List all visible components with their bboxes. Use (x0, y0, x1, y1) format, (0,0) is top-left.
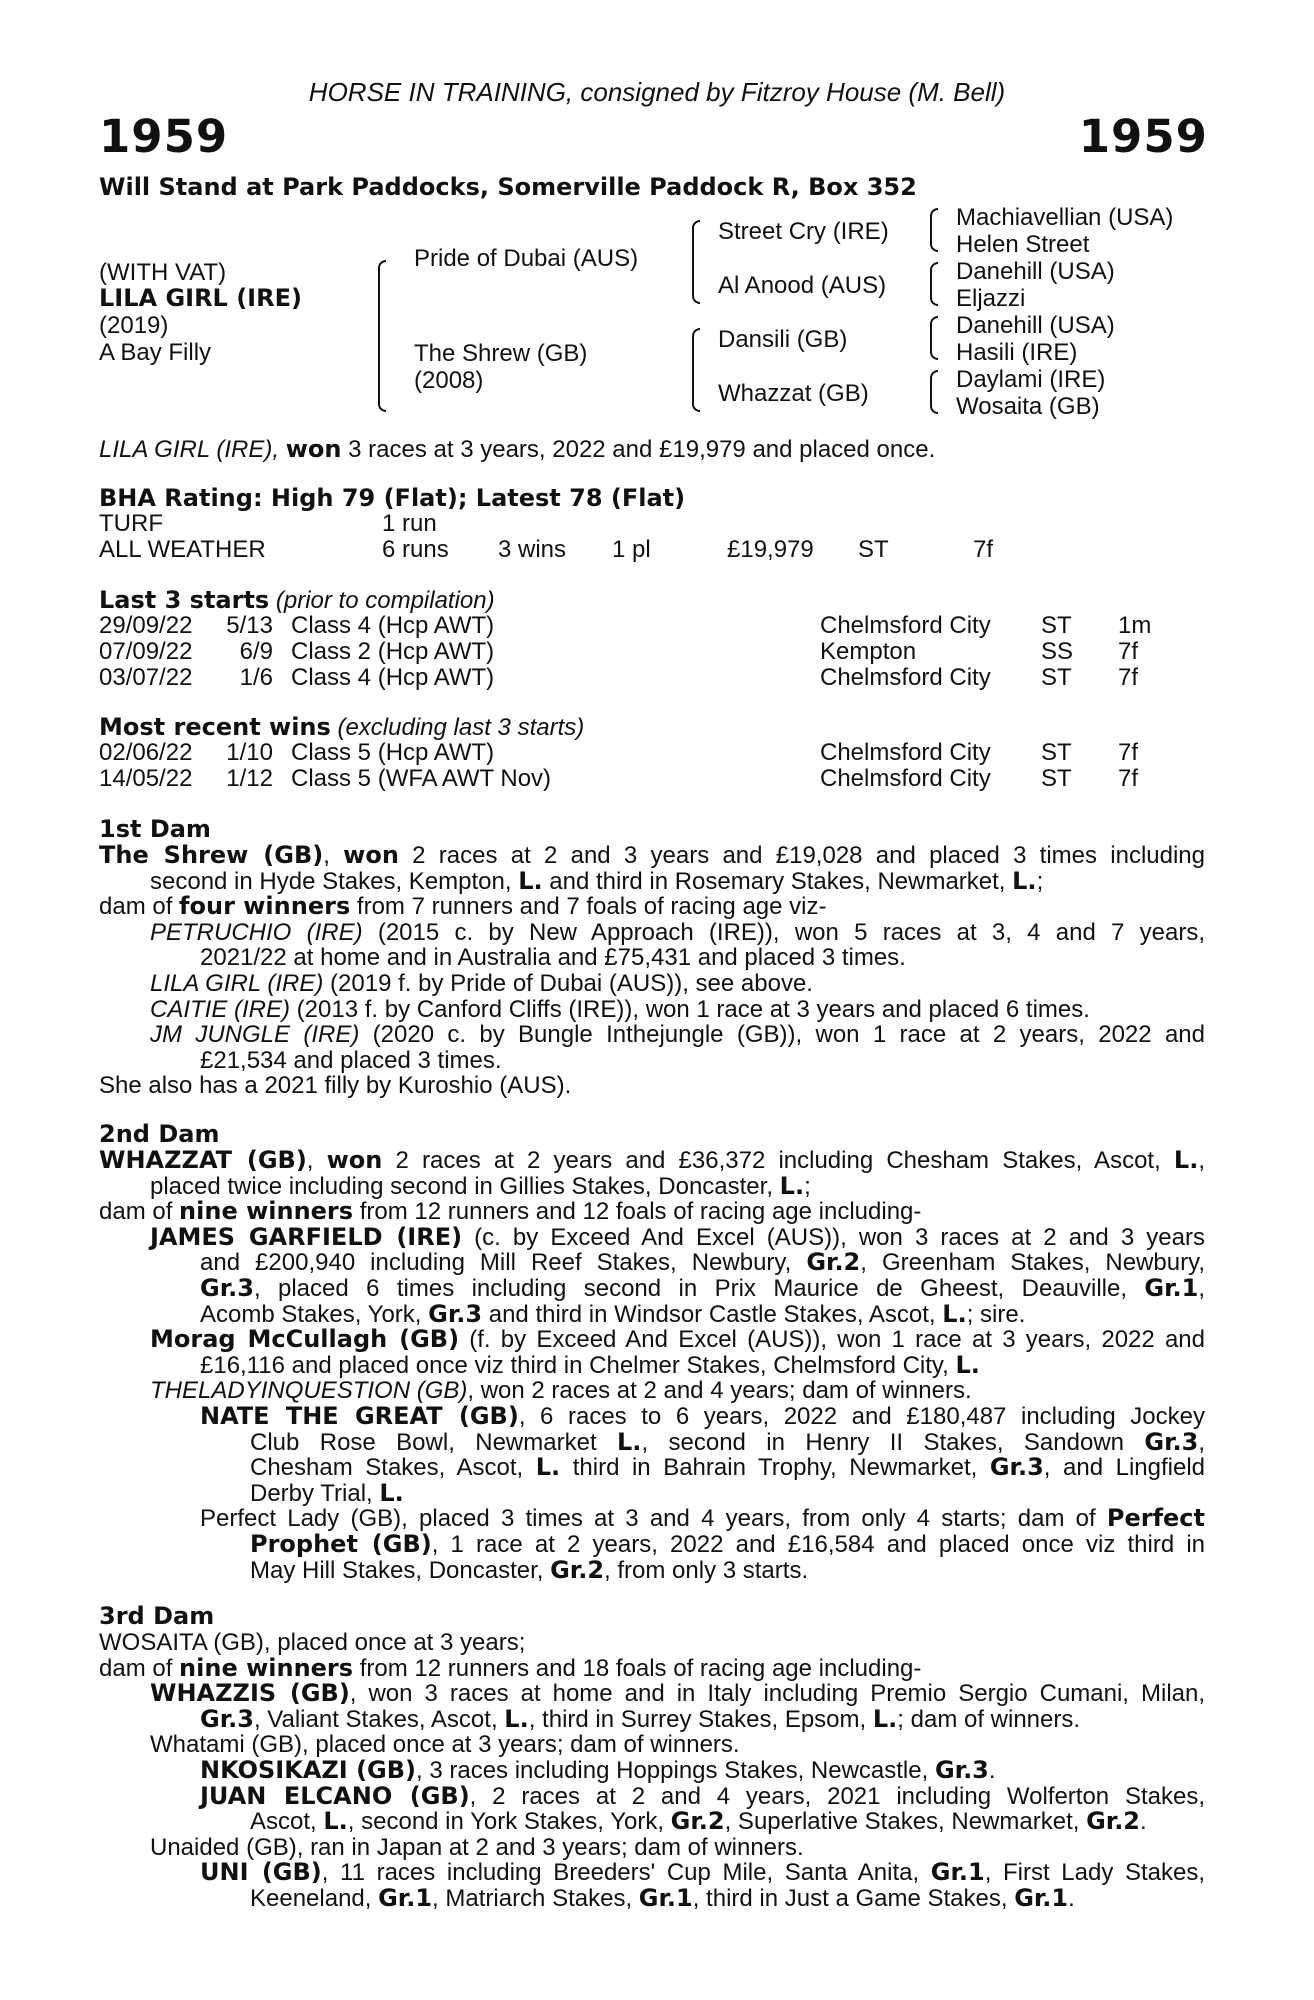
lot-number-left: 1959 (99, 110, 229, 163)
sire: Pride of Dubai (AUS) (414, 245, 639, 272)
rating-surface: TURF (99, 510, 163, 537)
pedigree-line: LILA GIRL (IRE) (2019 f. by Pride of Dubai (AUS)), see above. (150, 969, 813, 997)
pedigree-line: £16,116 and placed once viz third in Chelmer Stakes, Chelmsford City, L. (200, 1350, 980, 1379)
race-race: Class 5 (Hcp AWT) (291, 739, 495, 766)
race-dist: 7f (1118, 664, 1139, 691)
dam-dam-dam: Wosaita (GB) (956, 393, 1100, 420)
pedigree-line: Gr.3, placed 6 times including second in Prix Maurice de Gheest, Deauville, Gr.1, (200, 1273, 1205, 1302)
pedigree-line: May Hill Stakes, Doncaster, Gr.2, from only 3 starts. (250, 1555, 809, 1584)
last-starts-title: Last 3 starts (99, 586, 270, 614)
horse-name: LILA GIRL (IRE) (99, 284, 302, 312)
ds-brace (930, 316, 938, 360)
rating-pl: 1 pl (612, 536, 651, 563)
pedigree-line: JAMES GARFIELD (IRE) (c. by Exceed And Excel (AUS)), won 3 races at 2 and 3 years (150, 1222, 1205, 1251)
dam-sire-dam: Hasili (IRE) (956, 339, 1078, 366)
pedigree-line: Club Rose Bowl, Newmarket L., second in Henry II Stakes, Sandown Gr.3, (250, 1427, 1206, 1456)
horse-year: (2019) (99, 312, 169, 339)
rating-surface: ALL WEATHER (99, 536, 266, 563)
sire-line-brace (692, 220, 700, 304)
dam-sire: Dansili (GB) (718, 326, 848, 353)
lot-number-right: 1959 (1078, 110, 1208, 163)
sire-sire: Street Cry (IRE) (718, 218, 889, 245)
race-pos: 1/6 (239, 664, 273, 691)
sire-dam-dam: Eljazzi (956, 285, 1026, 312)
pedigree-line: WOSAITA (GB), placed once at 3 years; (99, 1629, 526, 1656)
pedigree-line: Unaided (GB), ran in Japan at 2 and 3 years; dam of winners. (150, 1833, 804, 1861)
dam-year: (2008) (414, 367, 484, 394)
last-starts-note: (prior to compilation) (275, 587, 495, 614)
race-course: Chelmsford City (820, 739, 991, 766)
pedigree-line: dam of nine winners from 12 runners and 12 foals of racing age including- (99, 1197, 922, 1226)
third-dam-heading: 3rd Dam (99, 1602, 215, 1630)
pedigree-line: Prophet (GB), 1 race at 2 years, 2022 and £16,584 and placed once viz third in (250, 1529, 1205, 1558)
pedigree-line: WHAZZAT (GB), won 2 races at 2 years and £36,372 including Chesham Stakes, Ascot, L., (99, 1146, 1205, 1174)
summary-won: won (285, 435, 342, 463)
bha-rating-heading: BHA Rating: High 79 (Flat); Latest 78 (Flat) (99, 484, 686, 512)
rating-going: ST (858, 536, 889, 563)
horse-description: A Bay Filly (99, 339, 212, 366)
race-course: Chelmsford City (820, 664, 991, 691)
second-dam-heading: 2nd Dam (99, 1120, 220, 1148)
pedigree-line: The Shrew (GB), won 2 races at 2 and 3 years and £19,028 and placed 3 times including (99, 841, 1206, 869)
pedigree-line: JM JUNGLE (IRE) (2020 c. by Bungle Inthejungle (GB)), won 1 race at 2 years, 2022 and (150, 1021, 1205, 1049)
pedigree-line: Chesham Stakes, Ascot, L. third in Bahrain Trophy, Newmarket, Gr.3, and Lingfield (250, 1453, 1206, 1482)
pedigree-brace (378, 260, 386, 412)
race-going: ST (1041, 739, 1072, 766)
pedigree-line: NKOSIKAZI (GB), 3 races including Hoppings Stakes, Newcastle, Gr.3. (200, 1755, 996, 1784)
race-dist: 7f (1118, 765, 1139, 792)
race-dist: 1m (1118, 612, 1152, 639)
race-race: Class 5 (WFA AWT Nov) (291, 765, 552, 792)
pedigree-line: CAITIE (IRE) (2013 f. by Canford Cliffs (IRE)), won 1 race at 3 years and placed 6 times. (150, 995, 1090, 1023)
pedigree-line: THELADYINQUESTION (GB), won 2 races at 2 and 4 years; dam of winners. (150, 1377, 972, 1405)
pedigree-line: Keeneland, Gr.1, Matriarch Stakes, Gr.1, third in Just a Game Stakes, Gr.1. (250, 1883, 1075, 1912)
first-dam-heading: 1st Dam (99, 815, 211, 843)
recent-wins-heading (99, 715, 584, 741)
sire-dam-sire: Danehill (USA) (956, 258, 1115, 285)
race-race: Class 2 (Hcp AWT) (291, 638, 495, 665)
race-date: 03/07/22 (99, 664, 193, 691)
race-date: 14/05/22 (99, 765, 193, 792)
second-dam-text (99, 1148, 1205, 1583)
rating-prize: £19,979 (727, 536, 814, 563)
race-going: ST (1041, 765, 1072, 792)
pedigree-line: 2021/22 at home and in Australia and £75,431 and placed 3 times. (200, 944, 906, 972)
race-race: Class 4 (Hcp AWT) (291, 612, 495, 639)
pedigree-line: Ascot, L., second in York Stakes, York, Gr.2, Superlative Stakes, Newmarket, Gr.2. (250, 1807, 1147, 1836)
race-dist: 7f (1118, 638, 1139, 665)
pedigree-line: Gr.3, Valiant Stakes, Ascot, L., third in Surrey Stakes, Epsom, L.; dam of winners. (200, 1704, 1081, 1733)
race-race: Class 4 (Hcp AWT) (291, 664, 495, 691)
race-pos: 6/9 (239, 638, 273, 665)
dd-brace (930, 370, 938, 414)
dam-sire-sire: Danehill (USA) (956, 312, 1115, 339)
race-going: SS (1041, 638, 1074, 665)
vat-status: (WITH VAT) (99, 259, 227, 286)
sire-dam: Al Anood (AUS) (718, 272, 887, 299)
recent-wins-note: (excluding last 3 starts) (337, 714, 585, 741)
summary-text: 3 races at 3 years, 2022 and £19,979 and placed once. (348, 436, 936, 463)
pedigree-line: Whatami (GB), placed once at 3 years; dam of winners. (150, 1731, 740, 1759)
pedigree-line: She also has a 2021 filly by Kuroshio (AUS). (99, 1072, 572, 1100)
pedigree-line: NATE THE GREAT (GB), 6 races to 6 years, 2022 and £180,487 including Jockey (200, 1401, 1205, 1430)
race-pos: 1/10 (226, 739, 273, 766)
stand-location: Will Stand at Park Paddocks, Somerville Paddock R, Box 352 (99, 173, 917, 201)
dam: The Shrew (GB) (414, 340, 588, 367)
pedigree-line: dam of nine winners from 12 runners and 18 foals of racing age including- (99, 1653, 922, 1682)
pedigree-line: Perfect Lady (GB), placed 3 times at 3 and 4 years, from only 4 starts; dam of Perfect (200, 1504, 1205, 1533)
race-pos: 5/13 (226, 612, 273, 639)
pedigree-line: second in Hyde Stakes, Kempton, L. and third in Rosemary Stakes, Newmarket, L.; (150, 866, 1044, 895)
pedigree-line: UNI (GB), 11 races including Breeders' Cup Mile, Santa Anita, Gr.1, First Lady Stakes, (200, 1858, 1206, 1887)
race-date: 29/09/22 (99, 612, 193, 639)
ss-brace (930, 208, 938, 252)
race-course: Chelmsford City (820, 612, 991, 639)
recent-wins-title: Most recent wins (99, 713, 331, 741)
dam-dam: Whazzat (GB) (718, 380, 869, 407)
summary-horse-name: LILA GIRL (IRE), (99, 436, 280, 463)
dam-dam-sire: Daylami (IRE) (956, 366, 1106, 393)
first-dam-text (99, 843, 1205, 1099)
race-date: 02/06/22 (99, 739, 193, 766)
rating-runs: 1 run (382, 510, 437, 537)
last-starts-heading (99, 588, 495, 614)
race-course: Chelmsford City (820, 765, 991, 792)
pedigree-line: PETRUCHIO (IRE) (2015 c. by New Approach (IRE)), won 5 races at 3, 4 and 7 years, (150, 918, 1206, 946)
race-going: ST (1041, 664, 1072, 691)
race-summary (99, 437, 935, 463)
sd-brace (930, 262, 938, 306)
rating-dist: 7f (973, 536, 994, 563)
pedigree-line: WHAZZIS (GB), won 3 races at home and in Italy including Premio Sergio Cumani, Milan, (150, 1679, 1206, 1708)
pedigree-line: £21,534 and placed 3 times. (200, 1046, 502, 1074)
pedigree-line: placed twice including second in Gillies Stakes, Doncaster, L.; (150, 1171, 811, 1200)
dam-line-brace (692, 328, 700, 412)
catalogue-header: HORSE IN TRAINING, consigned by Fitzroy House (M. Bell) (308, 77, 1006, 107)
race-course: Kempton (820, 638, 917, 665)
sire-sire-sire: Machiavellian (USA) (956, 204, 1174, 231)
race-date: 07/09/22 (99, 638, 193, 665)
rating-runs: 6 runs (382, 536, 449, 563)
pedigree-line: dam of four winners from 7 runners and 7 foals of racing age viz- (99, 892, 827, 921)
rating-wins: 3 wins (498, 536, 567, 563)
sire-sire-dam: Helen Street (956, 231, 1090, 258)
race-going: ST (1041, 612, 1072, 639)
pedigree-line: Acomb Stakes, York, Gr.3 and third in Windsor Castle Stakes, Ascot, L.; sire. (200, 1299, 1026, 1328)
race-dist: 7f (1118, 739, 1139, 766)
pedigree-line: JUAN ELCANO (GB), 2 races at 2 and 4 years, 2021 including Wolferton Stakes, (200, 1781, 1206, 1810)
pedigree-line: Derby Trial, L. (250, 1478, 404, 1507)
third-dam-text (99, 1630, 1205, 1912)
race-pos: 1/12 (226, 765, 273, 792)
pedigree-line: and £200,940 including Mill Reef Stakes, Newbury, Gr.2, Greenham Stakes, Newbury, (200, 1248, 1206, 1277)
pedigree-line: Morag McCullagh (GB) (f. by Exceed And Excel (AUS)), won 1 race at 3 years, 2022 and (150, 1325, 1205, 1354)
